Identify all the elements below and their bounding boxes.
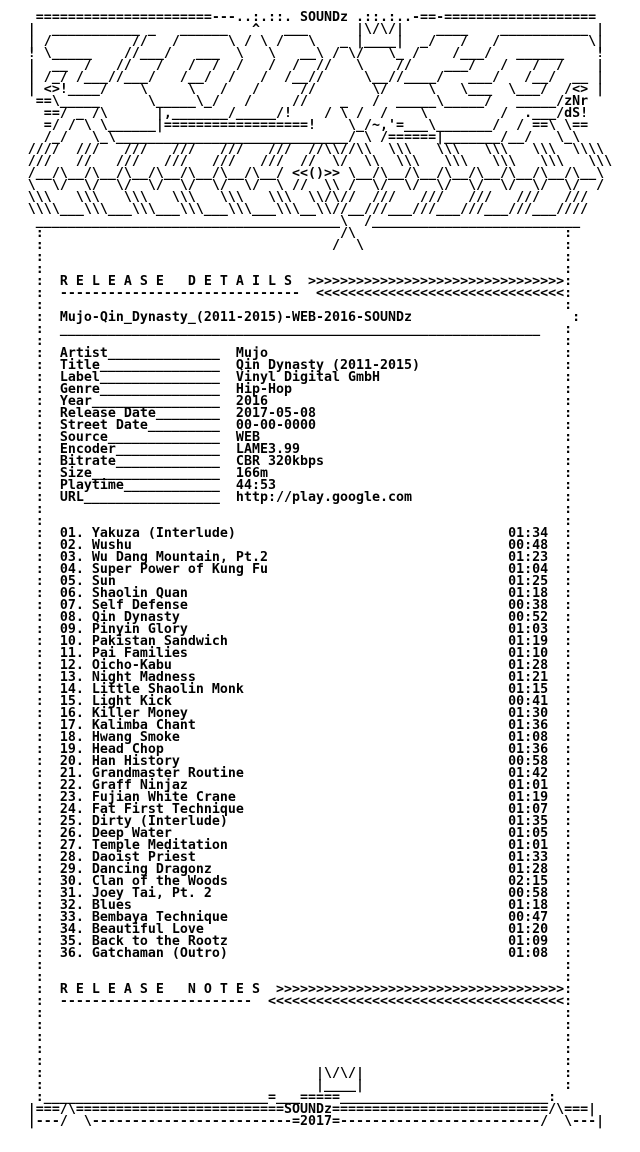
nfo-line: : 13. Night Madness 01:21 : [27,670,581,685]
nfo-line: | ___________ _ ______ ^ ___ |\/\/| ____ ___________ | [27,22,605,37]
nfo-line: : /\ : [27,226,581,241]
nfo-line: ! \_____ //___/ ___ \ \ __\ / \/ \_ / /___/ ______ ! [27,46,605,61]
nfo-document [0,12,640,1130]
nfo-line: | / // / \ / \ / \ _ |____| _/ / / \| [27,34,605,49]
nfo-text-block [28,12,612,1128]
nfo-line: : : [27,970,581,985]
nfo-line: : : [27,298,581,313]
nfo-line: | /_/ /___//___/ /__/ / / /__// \__//____/ ___/ /__/ __ | [27,70,605,85]
nfo-line: : 01. Yakuza (Interlude) 01:34 : [27,526,581,541]
nfo-line: |---/ \-------------------------=2017=-------------------------/ \---| [27,1114,605,1129]
nfo-line: /// // /// /// /// /// // \/ \\ \\\ \\\ \\\ \\\ \\\ [27,154,613,169]
nfo-line: | <>!____/ \ \ / / // \/ \ \___ \___/ /<> | [27,82,605,97]
nfo-line: : Bitrate_____________ CBR 320kbps : [27,454,581,469]
nfo-line: : |\/\/| : [27,1066,581,1081]
nfo-line: : Street Date_________ 00-00-0000 : [27,418,581,433]
nfo-line: : 10. Pakistan Sandwich 01:19 : [27,634,581,649]
nfo-line: : ------------------------------ <<<<<<<<<<<<<<<<<<<<<<<<<<<<<<<: [27,286,581,301]
nfo-line: : 36. Gatchaman (Outro) 01:08 : [27,946,581,961]
nfo-line: \ \/ \/ \/ \/ \/ \/ \/ \ // \\ / \/ \/ \/ \/ \/ \/ \/ / [27,178,605,193]
nfo-line: \\\ \\\ \\\ \\\ \\\ \\\ \\/\// /// /// /// /// /// [27,190,597,205]
nfo-line: : : [27,334,581,349]
nfo-line: : 14. Little Shaolin Monk 01:15 : [27,682,581,697]
nfo-line: : Mujo-Qin_Dynasty_(2011-2015)-WEB-2016-SOUNDz : [27,310,589,325]
nfo-line: : 25. Dirty (Interlude) 01:35 : [27,814,581,829]
nfo-line: : Playtime____________ 44:53 : [27,478,581,493]
nfo-line: : 12. Oicho-Kabu 01:28 : [27,658,581,673]
nfo-line: : 23. Fujian White Crane 01:19 : [27,790,581,805]
nfo-line: /_/ \_\_____________________________/ \ /======|_______/__/ \_\ [27,130,597,145]
nfo-line: : 28. Daoist Priest 01:33 : [27,850,581,865]
nfo-line: //// /// /// /// /// /// //\\//\\ \\\ \\\ \\\ \\\ \\\\ [27,142,605,157]
nfo-line: : Size________________ 166m : [27,466,581,481]
nfo-line: : : [27,514,581,529]
nfo-line: : Encoder_____________ LAME3.99 : [27,442,581,457]
nfo-line: : / \ : [27,238,581,253]
nfo-line: : : [27,250,581,265]
nfo-line: : 02. Wushu 00:48 : [27,538,581,553]
nfo-line: \\\\___\\\___\\\___\\\___\\\___\\\__\\//__///___///___///___///___//// [27,202,597,217]
nfo-line: : 26. Deep Water 01:05 : [27,826,581,841]
nfo-line: =/ / \ \______|==================! \_/~,'=___\_______/ / ==\ \== [27,118,597,133]
nfo-line: : 34. Beautiful Love 01:20 : [27,922,581,937]
nfo-line: : : [27,262,581,277]
nfo-line: : 21. Grandmaster Routine 01:42 : [27,766,581,781]
nfo-line: : Genre_______________ Hip-Hop : [27,382,581,397]
nfo-line: : 24. Fat First Technique 01:07 : [27,802,581,817]
nfo-line: : 31. Joey Tai, Pt. 2 00:58 : [27,886,581,901]
nfo-line: : 18. Hwang Smoke 01:08 : [27,730,581,745]
nfo-line: : : [27,1006,581,1021]
nfo-line: : Label_______________ Vinyl Digital GmbH : [27,370,581,385]
nfo-line: : 20. Han History 00:58 : [27,754,581,769]
nfo-line: : 32. Blues 01:18 : [27,898,581,913]
nfo-line: : 16. Killer Money 01:30 : [27,706,581,721]
nfo-line: : : [27,1018,581,1033]
nfo-line: |===/\==========================SOUNDz===========================/\===| [27,1102,597,1117]
nfo-line: : R E L E A S E D E T A I L S >>>>>>>>>>>>>>>>>>>>>>>>>>>>>>>>: [27,274,581,289]
nfo-line: : 33. Bembaya Technique 00:47 : [27,910,581,925]
nfo-line: : 05. Sun 01:25 : [27,574,581,589]
nfo-line: : 06. Shaolin Quan 01:18 : [27,586,581,601]
nfo-line: | __ / // / / / / / / // \ // ___/ / / / | [27,58,605,73]
nfo-line: /__/\__/\__/\__/\__/\__/\__/\__/ <<()>> \__/\__/\__/\__/\__/\__/\__/\__\ [27,166,605,181]
nfo-line: : 08. Qin Dynasty 00:52 : [27,610,581,625]
nfo-line: : : [27,502,581,517]
nfo-line: : |____| : [27,1078,581,1093]
nfo-line: ______________________________________\ /__________________________ [27,214,589,229]
nfo-line: : 22. Graff Ninjaz 01:01 : [27,778,581,793]
nfo-line: : Source______________ WEB : [27,430,581,445]
nfo-line: : ____________________________________________________________ : [27,322,581,337]
nfo-line: : 11. Pai Families 01:10 : [27,646,581,661]
nfo-line: : Release Date________ 2017-05-08 : [27,406,581,421]
nfo-line: : 03. Wu Dang Mountain, Pt.2 01:23 : [27,550,581,565]
nfo-line: : 07. Self Defense 00:38 : [27,598,581,613]
nfo-line: : : [27,1054,581,1069]
nfo-line: :____________________________=___=====__________________________: [27,1090,565,1105]
nfo-line: : 09. Pinyin Glory 01:03 : [27,622,581,637]
nfo-line: : Title_______________ Qin Dynasty (2011-2015) : [27,358,581,373]
nfo-line: : 04. Super Power of Kung Fu 01:04 : [27,562,581,577]
nfo-line: ======================---..:.::. SOUNDz .::.:..-==-=================== [27,10,605,25]
nfo-line: ==\_____ \_____\_/ / // _ / _____\_____/ _____/zNr [27,94,597,109]
nfo-line: : 30. Clan of the Woods 02:15 : [27,874,581,889]
nfo-line: ==/ _ /\ |,_______/_____/! / \ / / \ / .___/dS! [27,106,597,121]
nfo-line: : 15. Light Kick 00:41 : [27,694,581,709]
nfo-line: : : [27,1030,581,1045]
nfo-line: : Year________________ 2016 : [27,394,581,409]
nfo-line: : Artist______________ Mujo : [27,346,581,361]
nfo-line: : 29. Dancing Dragonz 01:28 : [27,862,581,877]
nfo-line: : 19. Head Chop 01:36 : [27,742,581,757]
nfo-line: : 35. Back to the Rootz 01:09 : [27,934,581,949]
nfo-line: : ------------------------ <<<<<<<<<<<<<<<<<<<<<<<<<<<<<<<<<<<<<: [27,994,581,1009]
nfo-line: : R E L E A S E N O T E S >>>>>>>>>>>>>>>>>>>>>>>>>>>>>>>>>>>>: [27,982,581,997]
nfo-line: : : [27,1042,581,1057]
nfo-line: : URL_________________ http://play.google.com : [27,490,581,505]
nfo-line: : : [27,958,581,973]
nfo-line: : 27. Temple Meditation 01:01 : [27,838,581,853]
nfo-line: : 17. Kalimba Chant 01:36 : [27,718,581,733]
